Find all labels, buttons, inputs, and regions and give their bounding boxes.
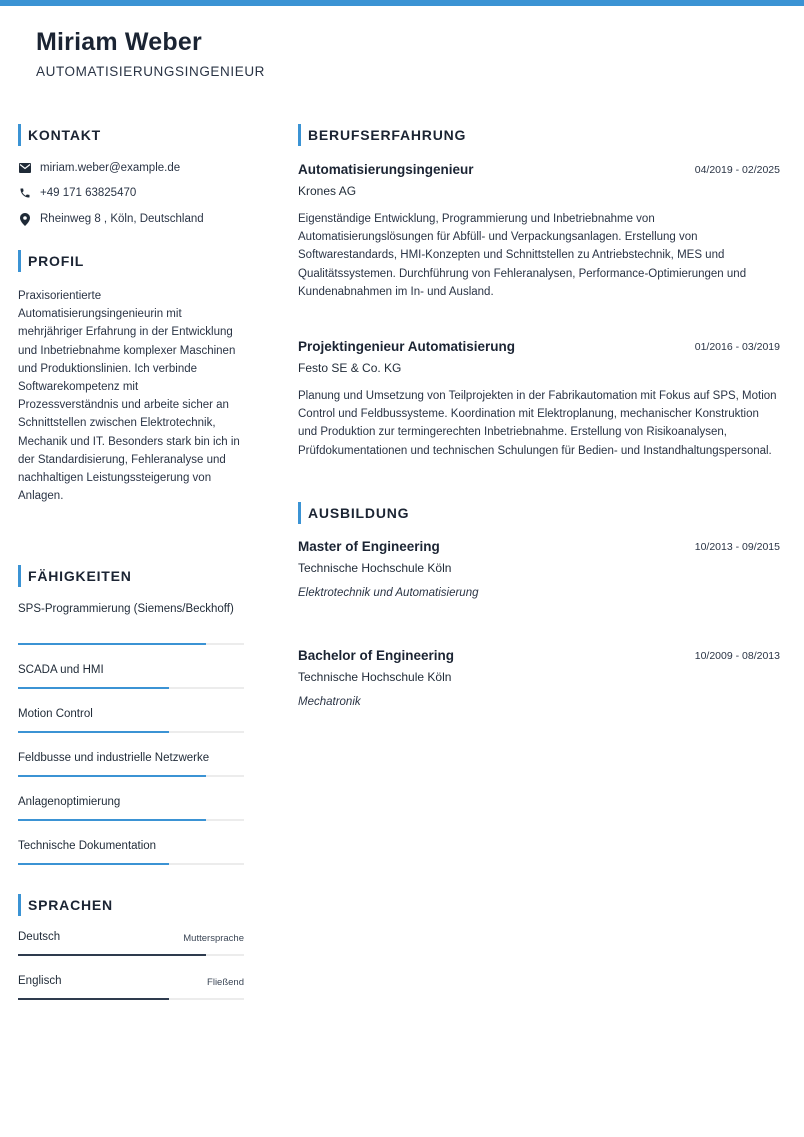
- entry-organization: Festo SE & Co. KG: [298, 361, 402, 375]
- job-title: AUTOMATISIERUNGSINGENIEUR: [36, 64, 266, 79]
- entry-title: Projektingenieur Automatisierung: [298, 339, 516, 354]
- skill-label: SPS-Programmierung (Siemens/Beckhoff): [18, 603, 234, 615]
- entry-description: Planung und Umsetzung von Teilprojekten in der Fabrikautomation mit Fokus auf SPS, Motion Control und Feldbussysteme. Koordination mit Elektroplanung, mechanischer Konstruktion und Produktion zur termingerechten Inbetriebnahme. Erstellung von Risikoanalysen, Prüfdokumentationen und technischen Schulungen für Bedien- und Instandhaltungspersonal.: [298, 390, 777, 457]
- language-bar: [18, 954, 244, 956]
- language-label: Deutsch: [18, 931, 61, 943]
- entry-dates: 01/2016 - 03/2019: [694, 341, 780, 353]
- entry-description: Eigenständige Entwicklung, Programmierung und Inbetriebnahme von Automatisierungslösungen für Abfüll- und Verpackungsanlagen. Erstellung von Softwarestandards, HMI-Konzepten und Schnittstellen zu Antriebstechnik, MES und Qualitätssystemen. Durchführung von Fehleranalysen, Performance-Optimierungen und Kundenabnahmen im In- und Ausland.: [298, 213, 747, 298]
- entry-dates: 04/2019 - 02/2025: [694, 164, 780, 176]
- skill-label: SCADA und HMI: [18, 664, 104, 676]
- contact-phone[interactable]: [18, 185, 136, 201]
- language-bar: [18, 998, 244, 1000]
- skill-bar: [18, 687, 244, 689]
- language-bar-fill: [18, 954, 206, 956]
- skill-label: Anlagenoptimierung: [18, 796, 121, 808]
- contact-email-text: miriam.weber@example.de: [40, 162, 181, 174]
- language-bar-fill: [18, 998, 169, 1000]
- language-level: Fließend: [207, 977, 244, 988]
- skill-item: [18, 601, 244, 618]
- contact-address: [18, 211, 204, 227]
- entry-title: Automatisierungsingenieur: [298, 162, 474, 177]
- entry-dates: 10/2013 - 09/2015: [694, 541, 780, 553]
- language-label: Englisch: [18, 975, 62, 987]
- skill-item: [18, 794, 244, 811]
- entry-organization: Technische Hochschule Köln: [298, 561, 452, 575]
- entry-field: Mechatronik: [298, 696, 361, 708]
- phone-icon: [18, 186, 32, 200]
- entry-title: Bachelor of Engineering: [298, 648, 455, 663]
- skill-bar: [18, 863, 244, 865]
- language-item: [18, 975, 244, 1002]
- section-title-skills: FÄHIGKEITEN: [18, 565, 132, 587]
- person-name: Miriam Weber: [36, 28, 202, 56]
- skill-bar-fill: [18, 775, 206, 777]
- top-accent-bar: [0, 0, 804, 6]
- section-title-contact: KONTAKT: [18, 124, 101, 146]
- section-title-education: AUSBILDUNG: [298, 502, 409, 524]
- skill-bar: [18, 819, 244, 821]
- experience-entry: [298, 339, 780, 479]
- language-item: [18, 931, 244, 958]
- entry-organization: Krones AG: [298, 184, 357, 198]
- section-title-profile: PROFIL: [18, 250, 84, 272]
- entry-organization: Technische Hochschule Köln: [298, 670, 452, 684]
- skill-label: Feldbusse und industrielle Netzwerke: [18, 752, 210, 764]
- contact-address-text: Rheinweg 8 , Köln, Deutschland: [40, 213, 204, 225]
- skill-label: Motion Control: [18, 708, 93, 720]
- skill-bar: [18, 775, 244, 777]
- skill-item: [18, 706, 244, 723]
- experience-entry: [298, 162, 780, 302]
- mail-icon: [18, 161, 32, 175]
- section-title-experience: BERUFSERFAHRUNG: [298, 124, 466, 146]
- skill-bar: [18, 731, 244, 733]
- education-entry: [298, 648, 780, 718]
- location-pin-icon: [18, 212, 32, 226]
- skill-bar-fill: [18, 643, 206, 645]
- skill-item: [18, 750, 244, 767]
- skill-bar: [18, 643, 244, 645]
- skill-bar-fill: [18, 863, 169, 865]
- skill-bar-fill: [18, 687, 169, 689]
- skill-bar-fill: [18, 731, 169, 733]
- skill-label: Technische Dokumentation: [18, 840, 157, 852]
- contact-phone-text: +49 171 63825470: [40, 187, 137, 199]
- section-title-languages: SPRACHEN: [18, 894, 113, 916]
- language-level: Muttersprache: [183, 933, 244, 944]
- entry-title: Master of Engineering: [298, 539, 440, 554]
- contact-email[interactable]: [18, 160, 180, 176]
- skill-bar-fill: [18, 819, 206, 821]
- entry-field: Elektrotechnik und Automatisierung: [298, 587, 479, 599]
- entry-dates: 10/2009 - 08/2013: [694, 650, 780, 662]
- skill-item: [18, 662, 244, 679]
- skill-item: [18, 838, 244, 855]
- education-entry: [298, 539, 780, 609]
- profile-text: Praxisorientierte Automatisierungsingenieurin mit mehrjähriger Erfahrung in der Entwicklung und Inbetriebnahme komplexer Maschinen und Produktionslinien. Ich verbinde Softwarekompetenz mit Prozessverständnis und arbeite sicher an Schnittstellen zwischen Elektrotechnik, Mechanik und IT. Besonders stark bin ich in der Standardisierung, Fehleranalyse und nachhaltigen Leistungssteigerung von Anlagen.: [18, 290, 240, 503]
